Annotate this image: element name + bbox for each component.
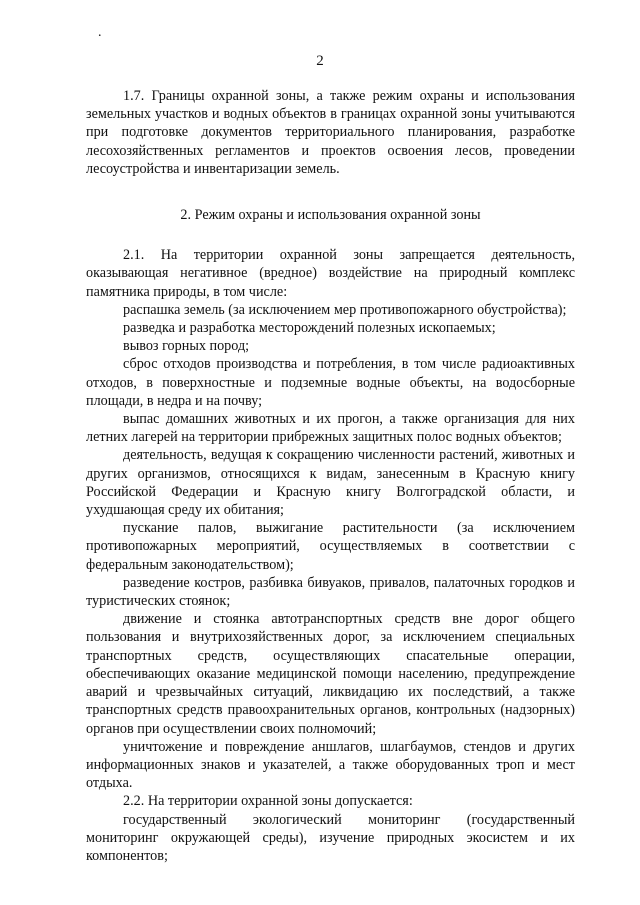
- paragraph-1-7: 1.7. Границы охранной зоны, а также режим охраны и использования земельных участков и водных объектов в границах охранной зоны учитываются при подготовке документов территориального планирования, разработке лесохозяйственных регламентов и проектов освоения лесов, проведении лесоустройства и инвентаризации земель.: [86, 88, 575, 177]
- list-item: разведение костров, разбивка бивуаков, привалов, палаточных городков и туристических стоянок;: [86, 574, 575, 610]
- document-body: [86, 87, 575, 865]
- list-item: распашка земель (за исключением мер противопожарного обустройства);: [123, 301, 567, 318]
- page-number: 2: [316, 53, 324, 69]
- list-item: пускание палов, выжигание растительности (за исключением противопожарных мероприятий, осуществляемых в соответствии с федеральным законодательством);: [86, 520, 575, 573]
- list-item: уничтожение и повреждение аншлагов, шлагбаумов, стендов и других информационных знаков и указателей, а также оборудованных троп и мест отдыха.: [86, 738, 575, 792]
- section-heading: 2. Режим охраны и использования охранной зоны: [180, 207, 481, 224]
- list-item: выпас домашних животных и их прогон, а также организация для них летних лагерей на территории прибрежных защитных полос водных объектов;: [86, 411, 575, 446]
- list-item: сброс отходов производства и потребления, в том числе радиоактивных отходов, в поверхностные и подземные водные объекты, на водосборные площади, в недра и на почву;: [86, 356, 575, 409]
- paragraph-2-2: 2.2. На территории охранной зоны допускается:: [123, 793, 413, 810]
- list-item: движение и стоянка автотранспортных средств вне дорог общего пользования и внутрихозяйственных дорог, за исключением специальных транспортных средств, осуществляющих спасательные операции, обеспечивающих оказание медицинской помощи населению, предупреждение аварий и чрезвычайных ситуаций, ликвидацию их последствий, а также транспортных средств правоохранительных органов, контрольных (надзорных) органов при осуществлении своих полномочий;: [86, 611, 575, 737]
- paragraph-2-1: 2.1. На территории охранной зоны запрещается деятельность, оказывающая негативное (вредное) воздействие на природный комплекс памятника природы, в том числе:: [86, 247, 575, 300]
- list-item: государственный экологический мониторинг (государственный мониторинг окружающей среды), изучение природных экосистем и их компонентов;: [86, 811, 575, 864]
- list-item: вывоз горных пород;: [123, 338, 250, 355]
- list-item: деятельность, ведущая к сокращению численности растений, животных и других организмов, относящихся к видам, занесенным в Красную книгу Российской Федерации и Красную книгу Волгоградской области, и ухудшающая среду их обитания;: [86, 447, 575, 519]
- page-mark: .: [98, 25, 102, 40]
- list-item: разведка и разработка месторождений полезных ископаемых;: [123, 320, 496, 337]
